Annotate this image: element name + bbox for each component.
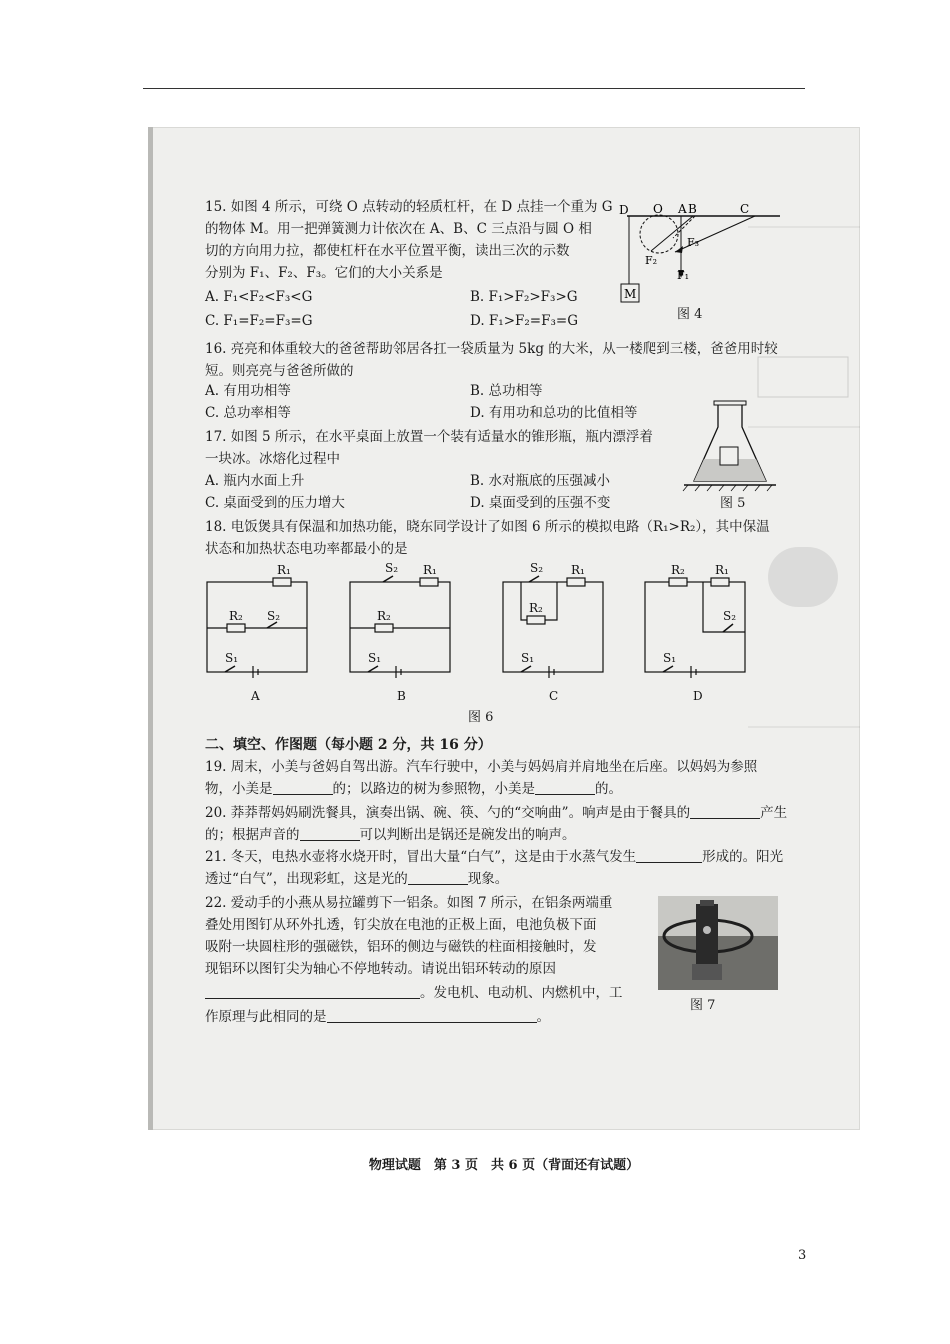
q15-option-b: B. F₁>F₂>F₃>G (470, 289, 578, 305)
q15-line1: 15. 如图 4 所示，可绕 O 点转动的轻质杠杆，在 D 点挂一个重为 G (205, 199, 613, 215)
circuit-b-label-s1: S₁ (368, 651, 382, 665)
fig4-label-f1: F₁ (677, 269, 690, 282)
q17-option-c: C. 桌面受到的压力增大 (205, 495, 345, 511)
circuit-c-label-s2: S₂ (530, 561, 544, 575)
page-number: 3 (798, 1248, 807, 1263)
circuit-a-label-s1: S₁ (225, 651, 239, 665)
circuit-d-label-r2: R₂ (671, 563, 685, 577)
q22-line4: 现铝环以图钉尖为轴心不停地转动。请说出铝环转动的原因 (205, 961, 556, 977)
q20-text-d: 可以判断出是锅还是碗发出的响声。 (359, 827, 576, 843)
scan-edge (148, 127, 153, 1130)
q22-line5 (205, 982, 623, 1004)
q17-option-d: D. 桌面受到的压强不变 (470, 495, 611, 511)
circuit-d-label-s2: S₂ (723, 609, 737, 623)
section-2-heading: 二、填空、作图题（每小题 2 分，共 16 分） (205, 737, 492, 753)
figure-6-caption: 图 6 (468, 710, 494, 725)
q21-text-c: 透过“白气”，出现彩虹，这是光的 (205, 871, 408, 887)
q21-line1 (205, 846, 783, 868)
q21-blank-2[interactable] (408, 870, 468, 885)
circuit-b-label-r1: R₁ (423, 563, 437, 577)
q15-line4: 分别为 F₁、F₂、F₃。它们的大小关系是 (205, 265, 443, 281)
fig4-label-m: M (624, 287, 637, 301)
q21-text-a: 21. 冬天，电热水壶将水烧开时，冒出大量“白气”，这是由于水蒸气发生 (205, 849, 637, 865)
figure-5-caption: 图 5 (720, 496, 746, 511)
circuit-a-label: A (251, 689, 260, 703)
q22-blank-1[interactable] (205, 984, 420, 999)
figure-7-photo (658, 896, 778, 990)
q15-line2: 的物体 M。用一把弹簧测力计依次在 A、B、C 三点沿与圆 O 相 (205, 221, 592, 237)
q15-option-a: A. F₁<F₂<F₃<G (205, 289, 313, 305)
fig4-label-a: A (678, 202, 687, 216)
q16-option-c: C. 总功率相等 (205, 405, 291, 421)
q22-line2: 叠处用图钉从环外扎透，钉尖放在电池的正极上面，电池负极下面 (205, 917, 597, 933)
q20-text-a: 20. 莽莽帮妈妈刷洗餐具，演奏出锅、碗、筷、勺的“交响曲”。响声是由于餐具的 (205, 805, 691, 821)
fig4-label-c: C (740, 202, 750, 216)
circuit-d-label: D (693, 689, 703, 703)
q22-text-b: 。发电机、电动机、内燃机中，工 (420, 985, 623, 1001)
figure-5-flask (680, 395, 780, 495)
q19-text-b: 的；以路边的树为参照物，小美是 (332, 781, 535, 797)
q18-line2: 状态和加热状态电功率都最小的是 (205, 541, 408, 557)
q16-option-a: A. 有用功相等 (205, 383, 291, 399)
figure-4-caption: 图 4 (677, 307, 703, 322)
q21-blank-1[interactable] (636, 848, 702, 863)
q21-text-b: 形成的。阳光 (702, 849, 784, 865)
q20-text-c: 的；根据声音的 (205, 827, 300, 843)
page-footer: 物理试题 第 3 页 共 6 页（背面还有试题） (368, 1158, 640, 1173)
q19-line2 (205, 778, 622, 800)
q20-blank-1[interactable] (690, 804, 760, 819)
q19-text-c: 的。 (595, 781, 622, 797)
q19-blank-1[interactable] (273, 780, 333, 795)
q16-option-b: B. 总功相等 (470, 383, 543, 399)
circuit-c-label-r1: R₁ (571, 563, 585, 577)
q20-line1 (205, 802, 787, 824)
q22-line3: 吸附一块圆柱形的强磁铁，铝环的侧边与磁铁的柱面相接触时，发 (205, 939, 597, 955)
circuit-c-label-r2: R₂ (529, 601, 543, 615)
circuit-a-label-r1: R₁ (277, 563, 291, 577)
circuit-c-label-s1: S₁ (521, 651, 535, 665)
q20-blank-2[interactable] (300, 826, 360, 841)
q19-line1: 19. 周末，小美与爸妈自驾出游。汽车行驶中，小美与妈妈肩并肩地坐在后座。以妈妈为参照 (205, 759, 758, 775)
fig4-label-b: B (688, 202, 697, 216)
q16-line1: 16. 亮亮和体重较大的爸爸帮助邻居各扛一袋质量为 5kg 的大米，从一楼爬到三楼，爸爸用时较 (205, 341, 778, 357)
q22-text-d: 。 (536, 1009, 550, 1025)
header-rule (143, 88, 805, 89)
q15-option-c: C. F₁=F₂=F₃=G (205, 313, 313, 329)
q19-blank-2[interactable] (535, 780, 595, 795)
q15-line3: 切的方向用力拉，都使杠杆在水平位置平衡，读出三次的示数 (205, 243, 570, 259)
fig4-label-f2: F₂ (645, 254, 658, 267)
circuit-c-label: C (549, 689, 559, 703)
q16-option-d: D. 有用功和总功的比值相等 (470, 405, 638, 421)
q15-option-d: D. F₁>F₂=F₃=G (470, 313, 578, 329)
circuit-b-label: B (397, 689, 406, 703)
circuit-a-label-r2: R₂ (229, 609, 243, 623)
q21-line2 (205, 868, 508, 890)
q17-option-a: A. 瓶内水面上升 (205, 473, 305, 489)
figure-7-caption: 图 7 (690, 998, 716, 1013)
q21-text-d: 现象。 (467, 871, 509, 887)
circuit-b-label-r2: R₂ (377, 609, 391, 623)
fig4-label-f3: F₃ (687, 236, 700, 249)
q19-text-a: 物，小美是 (205, 781, 273, 797)
q16-line2: 短。则亮亮与爸爸所做的 (205, 363, 354, 379)
q22-line1: 22. 爱动手的小燕从易拉罐剪下一铝条。如图 7 所示，在铝条两端重 (205, 895, 613, 911)
q22-blank-2[interactable] (327, 1008, 537, 1023)
q17-line1: 17. 如图 5 所示，在水平桌面上放置一个装有适量水的锥形瓶，瓶内漂浮着 (205, 429, 653, 445)
circuit-d-label-r1: R₁ (715, 563, 729, 577)
fig4-label-o: O (653, 202, 663, 216)
q18-line1: 18. 电饭煲具有保温和加热功能，晓东同学设计了如图 6 所示的模拟电路（R₁>R₂），其中保温 (205, 519, 770, 535)
circuit-b-label-s2: S₂ (385, 561, 399, 575)
fig4-label-d: D (619, 203, 629, 217)
q20-line2 (205, 824, 576, 846)
figure-6-circuits (195, 560, 775, 705)
q20-text-b: 产生 (760, 805, 788, 821)
circuit-d-label-s1: S₁ (663, 651, 677, 665)
q22-line6 (205, 1006, 550, 1028)
q17-option-b: B. 水对瓶底的压强减小 (470, 473, 611, 489)
q22-text-c: 作原理与此相同的是 (205, 1009, 327, 1025)
q17-line2: 一块冰。冰熔化过程中 (205, 451, 340, 467)
circuit-a-label-s2: S₂ (267, 609, 281, 623)
